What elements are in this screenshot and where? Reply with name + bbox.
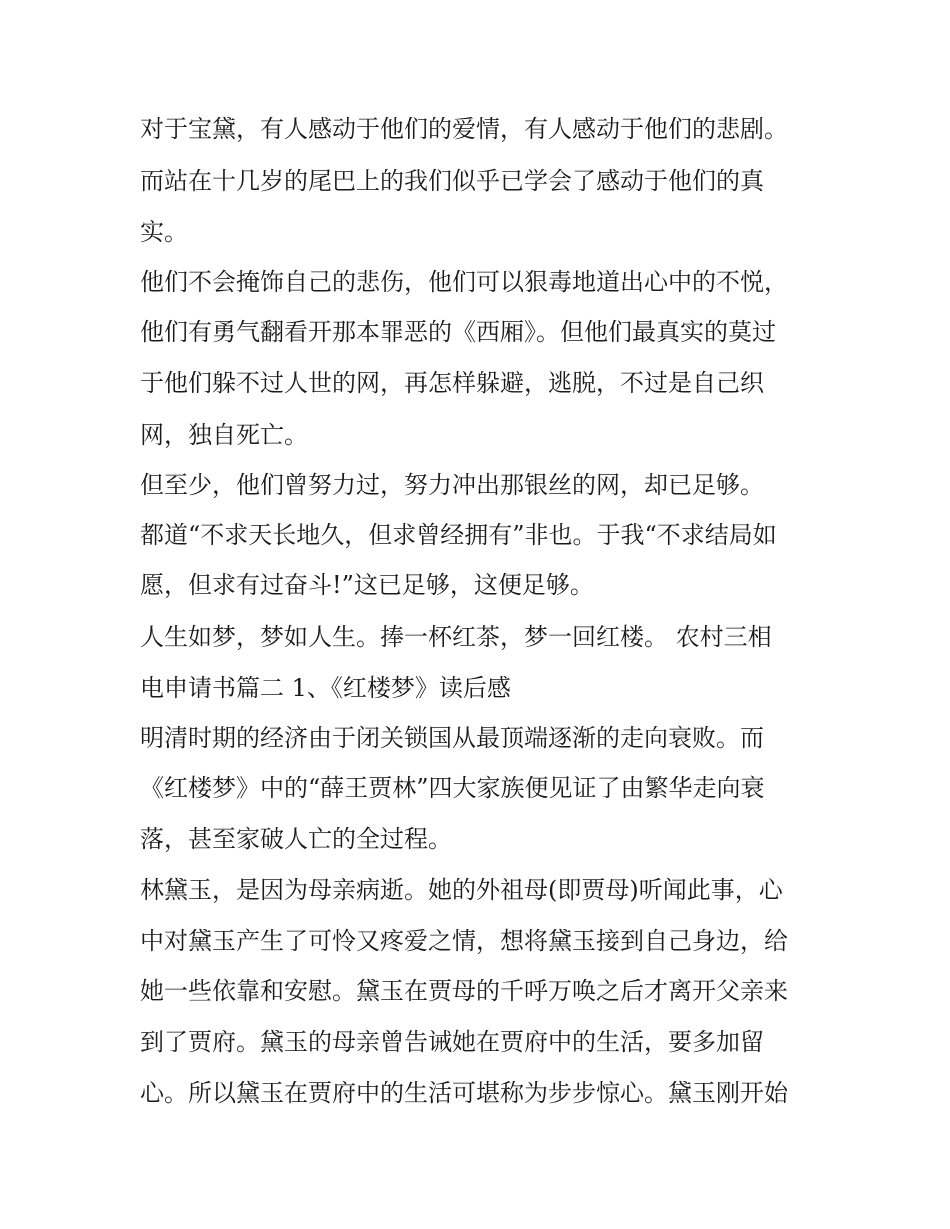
text-line: 明清时期的经济由于闭关锁国从最顶端逐渐的走向衰败。而 — [140, 724, 764, 752]
text-line: 但至少，他们曾努力过，努力冲出那银丝的网，却已足够。 — [140, 471, 764, 499]
text-line: 她一些依靠和安慰。黛玉在贾母的千呼万唤之后才离开父亲来 — [140, 977, 788, 1005]
text-line: 中对黛玉产生了可怜又疼爱之情，想将黛玉接到自己身边，给 — [140, 927, 788, 955]
text-line: 到了贾府。黛玉的母亲曾告诫她在贾府中的生活，要多加留 — [140, 1028, 764, 1056]
text-line: 实。 — [140, 218, 188, 246]
text-line: 落，甚至家破人亡的全过程。 — [140, 825, 452, 853]
text-line: 都道“不求天长地久，但求曾经拥有”非也。于我“不求结局如 — [140, 521, 777, 549]
text-line: 网，独自死亡。 — [140, 421, 308, 449]
text-line: 人生如梦，梦如人生。捧一杯红茶，梦一回红楼。 农村三相 — [140, 623, 772, 651]
text-line: 他们有勇气翻看开那本罪恶的《西厢》。但他们最真实的莫过 — [140, 318, 776, 346]
text-line: 电申请书篇二 1、《红楼梦》读后感 — [140, 674, 511, 702]
text-line: 他们不会掩饰自己的悲伤，他们可以狠毒地道出心中的不悦， — [140, 268, 788, 296]
text-line: 林黛玉，是因为母亲病逝。她的外祖母(即贾母)听闻此事，心 — [140, 876, 783, 904]
text-line: 对于宝黛，有人感动于他们的爱情，有人感动于他们的悲剧。 — [140, 115, 788, 143]
text-line: 愿，但求有过奋斗!”这已足够，这便足够。 — [140, 571, 594, 599]
text-line: 《红楼梦》中的“薛王贾林”四大家族便见证了由繁华走向衰 — [140, 774, 765, 802]
text-line: 心。所以黛玉在贾府中的生活可堪称为步步惊心。黛玉刚开始 — [140, 1079, 788, 1107]
text-line: 而站在十几岁的尾巴上的我们似乎已学会了感动于他们的真 — [140, 167, 764, 195]
text-line: 于他们躲不过人世的网，再怎样躲避，逃脱，不过是自己织 — [140, 369, 764, 397]
